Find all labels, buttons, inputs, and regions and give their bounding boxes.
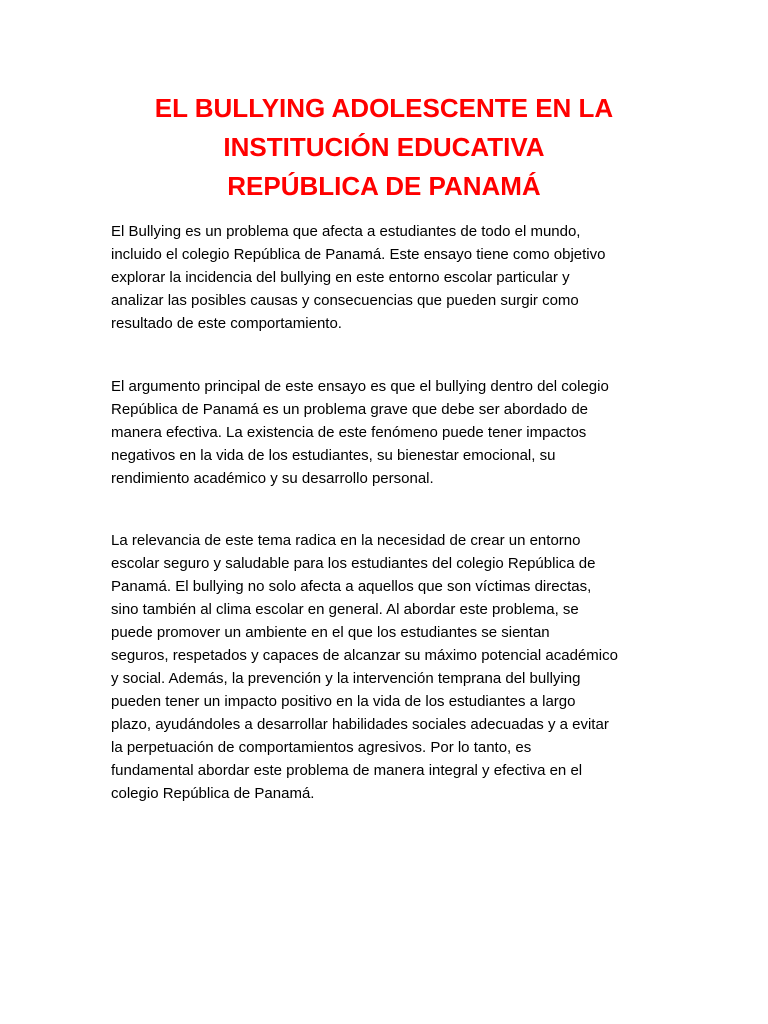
paragraph-line: La relevancia de este tema radica en la necesidad de crear un entorno <box>111 532 581 549</box>
paragraph-line: pueden tener un impacto positivo en la vida de los estudiantes a largo <box>111 693 576 710</box>
paragraph-line: fundamental abordar este problema de manera integral y efectiva en el <box>111 762 583 779</box>
paragraph-line: rendimiento académico y su desarrollo personal. <box>111 470 434 487</box>
paragraph-line: negativos en la vida de los estudiantes, su bienestar emocional, su <box>111 447 556 464</box>
title-line: INSTITUCIÓN EDUCATIVA <box>223 132 545 162</box>
paragraph-line: El argumento principal de este ensayo es que el bullying dentro del colegio <box>111 378 609 395</box>
paragraph-line: Panamá. El bullying no solo afecta a aquellos que son víctimas directas, <box>111 578 592 595</box>
paragraph-line: analizar las posibles causas y consecuencias que pueden surgir como <box>111 292 579 309</box>
paragraph-line: y social. Además, la prevención y la intervención temprana del bullying <box>111 670 581 687</box>
paragraph-line: seguros, respetados y capaces de alcanzar su máximo potencial académico <box>111 647 618 664</box>
paragraph-line: República de Panamá es un problema grave que debe ser abordado de <box>111 401 588 418</box>
paragraph-argument <box>111 375 671 490</box>
paragraph-line: sino también al clima escolar en general. Al abordar este problema, se <box>111 601 579 618</box>
title-line: REPÚBLICA DE PANAMÁ <box>227 171 541 201</box>
paragraph-relevance <box>111 529 671 805</box>
paragraph-line: resultado de este comportamiento. <box>111 315 342 332</box>
title-line: EL BULLYING ADOLESCENTE EN LA <box>154 93 614 123</box>
document-title <box>90 89 678 206</box>
paragraph-line: manera efectiva. La existencia de este fenómeno puede tener impactos <box>111 424 587 441</box>
paragraph-line: la perpetuación de comportamientos agresivos. Por lo tanto, es <box>111 739 532 756</box>
paragraph-line: puede promover un ambiente en el que los estudiantes se sientan <box>111 624 550 641</box>
paragraph-line: El Bullying es un problema que afecta a estudiantes de todo el mundo, <box>111 223 581 240</box>
paragraph-line: colegio República de Panamá. <box>111 785 315 802</box>
paragraph-line: incluido el colegio República de Panamá. Este ensayo tiene como objetivo <box>111 246 606 263</box>
paragraph-line: escolar seguro y saludable para los estudiantes del colegio República de <box>111 555 596 572</box>
paragraph-line: explorar la incidencia del bullying en este entorno escolar particular y <box>111 269 570 286</box>
paragraph-line: plazo, ayudándoles a desarrollar habilidades sociales adecuadas y a evitar <box>111 716 609 733</box>
paragraph-introduction <box>111 220 671 335</box>
